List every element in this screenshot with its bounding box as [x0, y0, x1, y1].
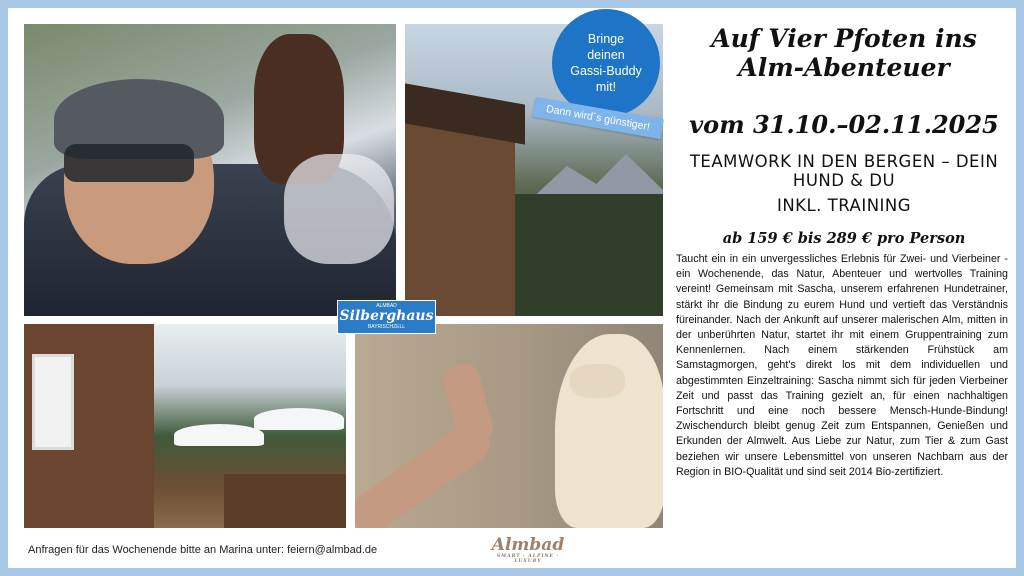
silberghaus-logo [337, 300, 436, 334]
headline-line-1: Auf Vier Pfoten ins [711, 24, 977, 53]
headline [676, 24, 1012, 82]
silberghaus-logo-top: ALMBAD [376, 303, 397, 309]
training-included: INKL. TRAINING [776, 196, 912, 215]
event-subtitle: TEAMWORK IN DEN BERGEN – DEIN HUND & DU [689, 152, 999, 190]
almbad-logo-name: Almbad [491, 535, 565, 555]
event-dates: vom 31.10.–02.11.2025 [689, 110, 999, 139]
almbad-logo [483, 536, 573, 564]
contact-info: Anfragen für das Wochenende bitte an Marina unter: feiern@almbad.de [28, 544, 378, 556]
price-range: ab 159 € bis 289 € pro Person [722, 230, 966, 247]
gassi-buddy-text: Bringe deinen Gassi-Buddy mit! [570, 32, 642, 94]
silberghaus-logo-bottom: BAYRISCHZELL [367, 324, 406, 330]
almbad-logo-tagline: SMART · ALPINE · LUXURY [496, 554, 560, 564]
headline-line-2: Alm-Abenteuer [738, 53, 950, 82]
event-description: Taucht ein in ein unvergessliches Erlebnis für Zwei- und Vierbeiner - ein Wochenende, das Natur, Abenteuer und wertvolles Training vereint! Gemeinsam mit Sascha, unserem erfahrenen Hundetrainer, stärkt ihr die Bindung zu eurem Hund und vertieft das Verständnis füreinander. Nach der Ankunft auf unserer malerischen Alm, mitten in der unberührten Natur, startet ihr mit einem Gruppentraining zum Kennenlernen. Nach einem stärkenden Frühstück am Samstagmorgen, geht's direkt los mit dem individuellen und abgestimmten Einzeltraining: Sascha nimmt sich für jeden Vierbeiner Zeit und passt das Training gezielt an, für einen nachhaltigen Fortschritt und eine noch bessere Mensch-Hunde-Bindung! Zwischendurch bleibt genug Zeit zum Entspannen, Genießen und Erkunden der Almwelt. Aus Liebe zur Natur, zum Tier & zum Gast beziehen wir unsere Lebensmittel von unseren Nachbarn aus der Region in BIO-Qualität und sind seit 2014 Bio-zertifiziert. [676, 253, 1008, 478]
photo-selfie-with-dog [24, 24, 396, 316]
photo-high-five-dog [355, 324, 663, 528]
silberghaus-logo-name: Silberghaus [339, 308, 434, 324]
photo-terrace-umbrellas [24, 324, 346, 528]
discount-tag: Dann wird´s günstiger! [532, 97, 663, 139]
gassi-buddy-badge [552, 9, 660, 117]
